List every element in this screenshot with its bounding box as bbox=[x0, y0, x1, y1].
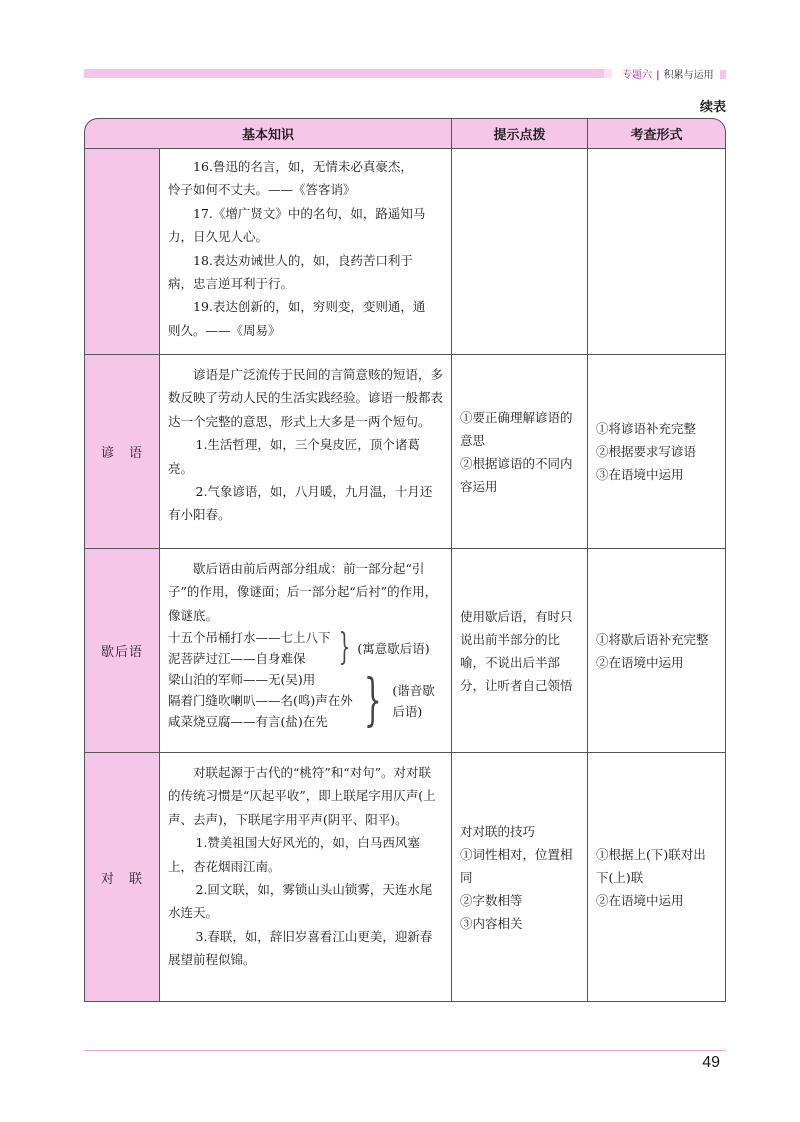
text-line: 力，日久见人心。 bbox=[168, 229, 269, 245]
hint-text: 使用歇后语，有时只说出前半部分的比喻，不说出后半部分，让听者自己领悟 bbox=[460, 608, 573, 693]
continued-label: 续表 bbox=[699, 100, 726, 115]
form-text: ②在语境中运用 bbox=[596, 654, 684, 670]
group-note: (谐音歇后语) bbox=[392, 682, 435, 719]
text-line: 17.《增广贤文》中的名句，如，路遥知马 bbox=[193, 205, 426, 221]
homophone-group bbox=[168, 669, 443, 732]
category-cell bbox=[84, 149, 160, 355]
knowledge-cell bbox=[160, 149, 452, 355]
text-line: 病，忠言逆耳利于行。 bbox=[168, 276, 294, 292]
example-text: 1.赞美祖国大好风光的，如，白马西风塞上，杏花烟雨江南。 bbox=[168, 835, 420, 874]
chapter-title: 积累与运用 bbox=[663, 70, 714, 81]
text-line: 则久。——《周易》 bbox=[168, 322, 281, 338]
form-cell bbox=[588, 549, 726, 753]
form-text: ①根据上(下)联对出下(上)联 bbox=[596, 846, 706, 885]
text-line: 18.表达劝诫世人的，如，良药苦口利于 bbox=[193, 252, 413, 268]
form-text: ②在语境中运用 bbox=[596, 892, 684, 908]
table-row bbox=[84, 549, 726, 753]
hint-text: ①词性相对，位置相同 bbox=[460, 846, 573, 885]
page-number: 49 bbox=[702, 1054, 720, 1071]
hint-text: ③内容相关 bbox=[460, 915, 523, 931]
text-line: 16.鲁迅的名言，如，无情未必真豪杰， bbox=[193, 159, 413, 174]
group-note: (寓意歇后语) bbox=[357, 640, 430, 656]
header-exam-form: 考查形式 bbox=[588, 118, 726, 149]
table-row bbox=[84, 149, 726, 355]
example-text: 2.回文联，如，雾锁山头山锁雾，天连水尾水连天。 bbox=[168, 882, 433, 921]
chapter-label: 专题六 bbox=[622, 70, 652, 81]
header-band bbox=[84, 69, 604, 78]
knowledge-cell bbox=[160, 549, 452, 753]
example-text: 2.气象谚语，如，八月暖，九月温，十月还有小阳春。 bbox=[168, 484, 433, 523]
form-text: ①将歇后语补充完整 bbox=[596, 631, 709, 647]
table-row bbox=[84, 355, 726, 549]
chapter-end-mark bbox=[720, 70, 726, 79]
category-cell: 谚 语 bbox=[84, 355, 160, 549]
hint-cell bbox=[452, 753, 588, 1002]
text-line: 怜子如何不丈夫。——《答客诮》 bbox=[168, 182, 356, 198]
hint-text: 对对联的技巧 bbox=[460, 823, 536, 839]
hint-text: ①要正确理解谚语的意思 bbox=[460, 409, 573, 448]
xiehouyu-line: 泥菩萨过江——自身难保 bbox=[168, 651, 306, 667]
form-text: ①将谚语补充完整 bbox=[596, 421, 697, 436]
form-cell bbox=[588, 149, 726, 355]
header-basic-knowledge: 基本知识 bbox=[84, 118, 452, 149]
hint-cell bbox=[452, 355, 588, 549]
chapter-separator: | bbox=[656, 70, 660, 81]
chapter-header bbox=[622, 66, 726, 81]
table-row bbox=[84, 753, 726, 1002]
category-cell: 对 联 bbox=[84, 753, 160, 1002]
allegory-group bbox=[168, 627, 443, 669]
category-cell: 歇后语 bbox=[84, 549, 160, 753]
intro-text: 谚语是广泛流传于民间的言简意赅的短语，多数反映了劳动人民的生活实践经验。谚语一般都表达一个完整的意思，形式上大多是一两个短句。 bbox=[168, 367, 444, 429]
intro-text: 歇后语由前后两部分组成：前一部分起“引子”的作用，像谜面；后一部分起“后衬”的作用，像谜底。 bbox=[168, 561, 438, 623]
table-header-row bbox=[84, 118, 726, 149]
header-hints: 提示点拨 bbox=[452, 118, 588, 149]
xiehouyu-line: 咸菜烧豆腐——有言(盐)在先 bbox=[168, 714, 328, 730]
form-text: ②根据要求写谚语 bbox=[596, 444, 697, 459]
hint-cell bbox=[452, 149, 588, 355]
text-line: 19.表达创新的，如，穷则变，变则通，通 bbox=[193, 299, 426, 315]
xiehouyu-line: 十五个吊桶打水——七上八下 bbox=[168, 630, 331, 646]
example-text: 1.生活哲理，如，三个臭皮匠，顶个诸葛亮。 bbox=[168, 437, 420, 476]
knowledge-cell bbox=[160, 355, 452, 549]
hint-cell bbox=[452, 549, 588, 753]
form-cell bbox=[588, 355, 726, 549]
xiehouyu-line: 梁山泊的军师——无(吴)用 bbox=[168, 672, 316, 688]
knowledge-table bbox=[84, 118, 726, 1002]
intro-text: 对联起源于古代的“桃符”和“对句”。对对联的传统习惯是“仄起平收”，即上联尾字用仄声(上声、去声)，下联尾字用平声(阴平、阳平)。 bbox=[168, 765, 436, 827]
footer-rule bbox=[84, 1050, 726, 1051]
knowledge-cell bbox=[160, 753, 452, 1002]
xiehouyu-line: 隔着门缝吹喇叭——名(鸣)声在外 bbox=[168, 693, 353, 709]
example-text: 3.春联，如，辞旧岁喜看江山更美，迎新春展望前程似锦。 bbox=[168, 928, 433, 968]
brace-icon: } bbox=[338, 627, 350, 669]
hint-text: ②字数相等 bbox=[460, 892, 523, 908]
hint-text: ②根据谚语的不同内容运用 bbox=[460, 455, 573, 494]
form-text: ③在语境中运用 bbox=[596, 467, 684, 482]
brace-icon: } bbox=[363, 667, 382, 733]
form-cell bbox=[588, 753, 726, 1002]
header-band-end bbox=[604, 69, 612, 78]
